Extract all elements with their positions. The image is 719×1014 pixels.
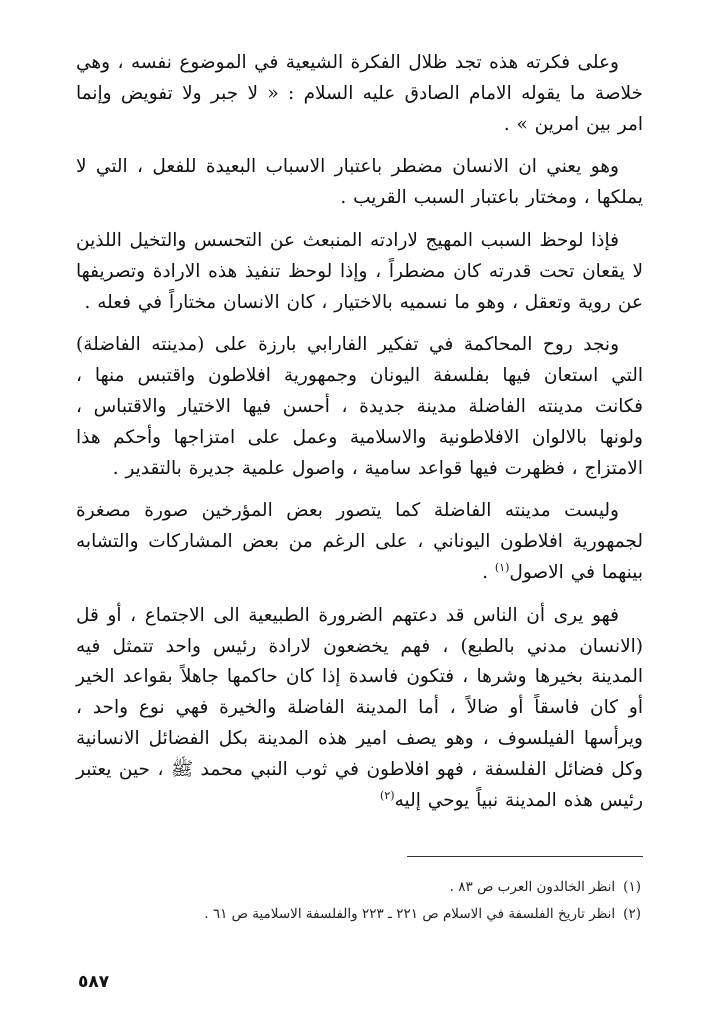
footnotes (76, 874, 641, 928)
footnote-ref-2: (٢) (380, 788, 395, 802)
footnote-divider (407, 856, 643, 857)
paragraph-text: فهو يرى أن الناس قد دعتهم الضرورة الطبيعية الى الاجتماع ، أو قل (الانسان مدني بالطبع) ، فهم يخضعون لارادة رئيس واحد تتمثل فيه المدينة بخيرها وشرها ، فتكون فاسدة إذا كان حاكمها جاهلاً بقواعد الخير أو كان فاسقاً أو ضالاً ، أما المدينة الفاضلة والخيرة فهي نوع واحد ، ويرأسها الفيلسوف ، وهو يصف امير هذه المدينة بكل الفضائل الانسانية وكل فضائل الفلسفة ، فهو افلاطون في ثوب النبي محمد ﷺ ، حين يعتبر رئيس هذه المدينة نبياً يوحي إليه (76, 604, 643, 811)
page-body (76, 48, 643, 828)
footnote-text: انظر تاريخ الفلسفة في الاسلام ص ٢٢١ ـ ٢٢٣ والفلسفة الاسلامية ص ٦١ . (204, 906, 616, 922)
paragraph-text: ونجد روح المحاكمة في تفكير الفارابي بارزة على (مدينته الفاضلة) التي استعان فيها بفلسفة اليونان وجمهورية افلاطون واقتبس منها ، فكانت مدينته الفاضلة مدينة جديدة ، أحسن فيها الاختيار والاقتباس ، ولونها بالالوان الافلاطونية والاسلامية وعمل على امتزاجها وأحكم هذا الامتزاج ، فظهرت فيها قواعد سامية ، واصول علمية جديرة بالتقدير . (76, 334, 643, 479)
paragraph-text: وعلى فكرته هذه تجد ظلال الفكرة الشيعية في الموضوع نفسه ، وهي خلاصة ما يقوله الامام الصادق عليه السلام : « لا جبر ولا تفويض وإنما امر بين امرين » . (76, 52, 643, 135)
footnote-mark: (٢) (623, 906, 641, 922)
paragraph-text: وهو يعني ان الانسان مضطر باعتبار الاسباب البعيدة للفعل ، التي لا يملكها ، ومختار باعتبار السبب القريب . (76, 156, 643, 209)
paragraph-text: وليست مدينته الفاضلة كما يتصور بعض المؤرخين صورة مصغرة لجمهورية افلاطون اليوناني ، على الرغم من بعض المشاركات والتشابه بينهما في الاصول (76, 500, 643, 583)
paragraph-text: فإذا لوحظ السبب المهيج لارادته المنبعث عن التحسس والتخيل اللذين لا يقعان تحت قدرته كان مضطراً ، وإذا لوحظ تنفيذ هذه الارادة وتصريفها عن روية وتعقل ، وهو ما نسميه بالاختيار ، كان الانسان مختاراً في فعله . (76, 229, 643, 313)
footnote-text: انظر الخالدون العرب ص ٨٣ . (449, 879, 616, 895)
page-number: ٥٨٧ (78, 972, 110, 992)
paragraph-3 (76, 226, 643, 318)
paragraph-4 (76, 330, 643, 484)
paragraph-5 (76, 496, 643, 588)
paragraph-6 (76, 601, 643, 817)
footnote-mark: (١) (623, 879, 641, 895)
paragraph-1 (76, 48, 643, 140)
footnote-1 (76, 874, 641, 901)
footnote-2 (76, 901, 641, 928)
paragraph-2 (76, 152, 643, 214)
paragraph-tail: . (482, 561, 495, 583)
footnote-ref-1: (١) (494, 560, 510, 574)
